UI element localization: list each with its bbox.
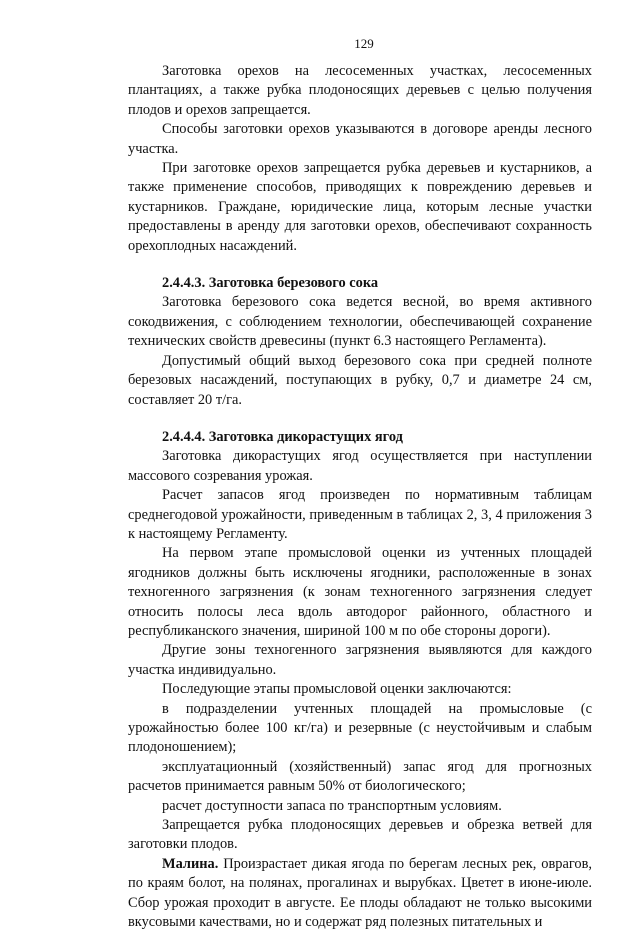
section-heading-wild-berries: 2.4.4.4. Заготовка дикорастущих ягод [162,428,403,445]
paragraph: Запрещается рубка плодоносящих деревьев и обрезка ветвей для заготовки плодов. [128,817,592,853]
page-number: 129 [354,36,374,51]
raspberry-term: Малина. [162,855,219,872]
paragraph-raspberry [128,855,592,932]
list-item: эксплуатационный (хозяйственный) запас ягод для прогнозных расчетов принимается равным 50% от биологического; [128,758,592,795]
paragraph: Заготовка дикорастущих ягод осуществляется при наступлении массового созревания урожая. [128,448,592,484]
section-heading-birch-sap: 2.4.4.3. Заготовка березового сока [162,275,379,292]
paragraph: Последующие этапы промысловой оценки заключаются: [162,681,512,698]
paragraph: При заготовке орехов запрещается рубка деревьев и кустарников, а также применение способов, приводящих к повреждению деревьев и кустарников. Граждане, юридические лица, которым лесные участки предоставлены в аренду для заготовки орехов, обеспечивают сохранность орехоплодных насаждений. [128,160,592,254]
list-item: в подразделении учтенных площадей на промысловые (с урожайностью более 100 кг/га) и резервные (с неустойчивым и слабым плодоношением); [128,700,592,756]
paragraph: Другие зоны техногенного загрязнения выявляются для каждого участка индивидуально. [128,642,592,678]
paragraph: Заготовка орехов на лесосеменных участках, лесосеменных плантациях, а также рубка плодоносящих деревьев с целью получения плодов и орехов запрещается. [128,63,592,118]
paragraph: Способы заготовки орехов указываются в договоре аренды лесного участка. [128,121,592,157]
paragraph: На первом этапе промысловой оценки из учтенных площадей ягодников должны быть исключены ягодники, расположенные в зонах техногенного загрязнения (к зонам техногенного загрязнения следует относить полосы леса вдоль автодорог районного, областного и республиканского значения, шириной 100 м по обе стороны дороги). [128,545,592,639]
paragraph: Расчет запасов ягод произведен по нормативным таблицам среднегодовой урожайности, приведенным в таблицах 2, 3, 4 приложения 3 к настоящему Регламенту. [128,487,592,542]
paragraph: Заготовка березового сока ведется весной, во время активного сокодвижения, с соблюдением технологии, обеспечивающей сохранение технических свойств древесины (пункт 6.3 настоящего Регламента). [128,294,592,350]
paragraph: Допустимый общий выход березового сока при средней полноте березовых насаждений, поступающих в рубку, 0,7 и диаметре 24 см, составляет 20 т/га. [128,352,592,408]
list-item: расчет доступности запаса по транспортным условиям. [162,797,502,814]
raspberry-description: Произрастает дикая ягода по берегам лесных рек, оврагов, по краям болот, на полянах, прогалинах и вырубках. Цветет в июне-июле. Сбор урожая проходит в августе. Ее плоды обладают не только высокими вкусовыми качествами, но и содержат ряд полезных питательных и [128,855,592,931]
